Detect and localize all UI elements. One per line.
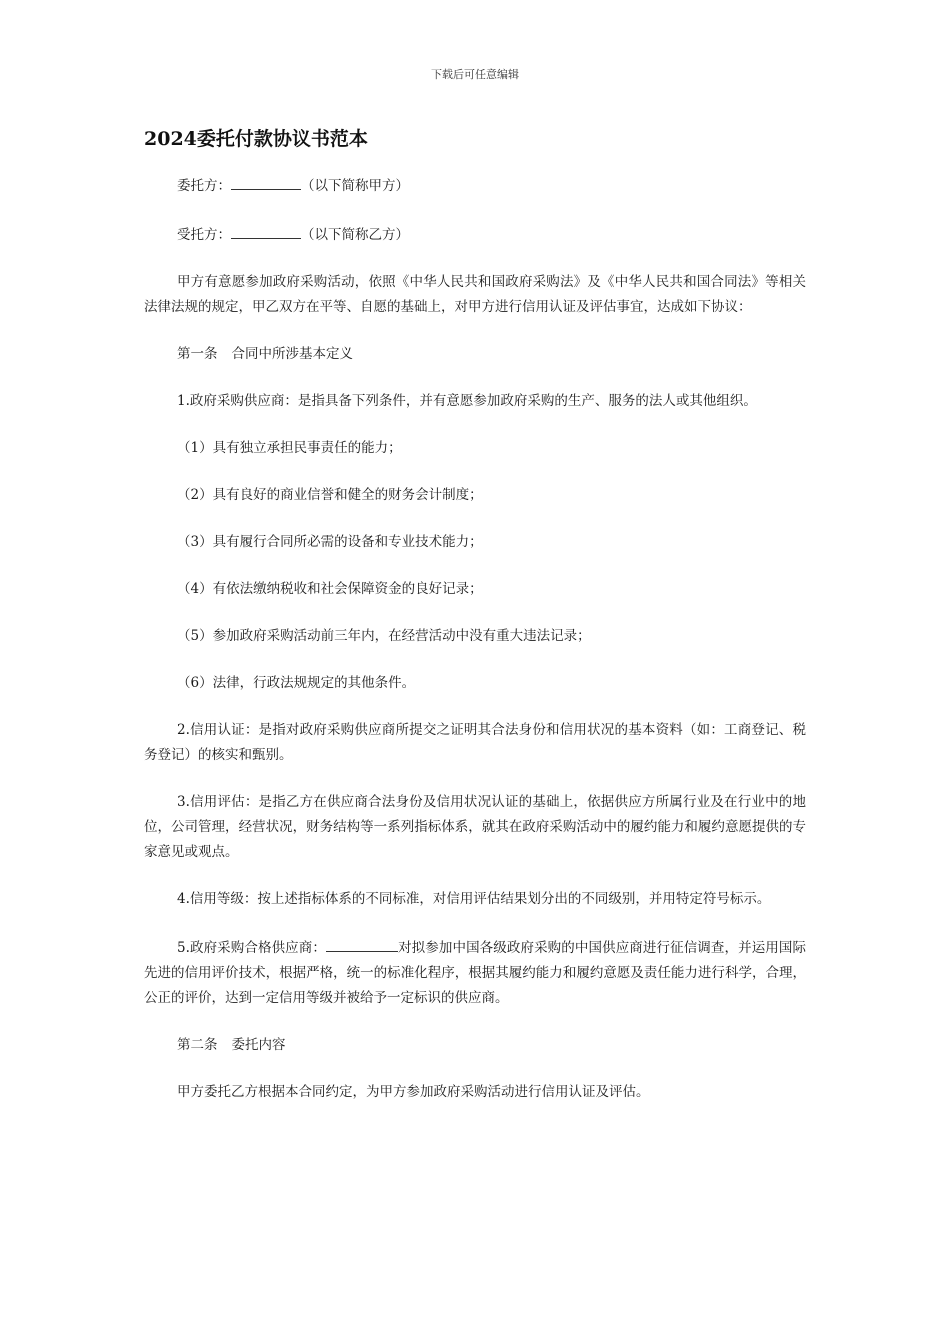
condition-item: （2）具有良好的商业信誉和健全的财务会计制度； bbox=[177, 487, 483, 503]
definition-1: 1.政府采购供应商：是指具备下列条件，并有意愿参加政府采购的生产、服务的法人或其他组织。 bbox=[177, 393, 757, 409]
principal-blank bbox=[231, 172, 301, 190]
definition-5 bbox=[144, 934, 806, 1011]
agent-blank bbox=[231, 221, 301, 239]
article2-title: 委托内容 bbox=[231, 1037, 286, 1053]
document-body bbox=[144, 172, 806, 1127]
header-note: 下载后可任意编辑 bbox=[431, 68, 519, 81]
condition-item: （5）参加政府采购活动前三年内，在经营活动中没有重大违法记录； bbox=[177, 628, 591, 644]
article2-heading bbox=[144, 1033, 806, 1058]
principal-suffix: （以下简称甲方） bbox=[301, 178, 409, 194]
article1-title: 合同中所涉基本定义 bbox=[231, 346, 353, 362]
condition-item: （4）有依法缴纳税收和社会保障资金的良好记录； bbox=[177, 581, 483, 597]
agent-line bbox=[144, 221, 806, 248]
condition-item: （6）法律，行政法规规定的其他条件。 bbox=[177, 675, 416, 691]
article1-heading bbox=[144, 342, 806, 367]
condition-item: （3）具有履行合同所必需的设备和专业技术能力； bbox=[177, 534, 483, 550]
intro-paragraph: 甲方有意愿参加政府采购活动，依照《中华人民共和国政府采购法》及《中华人民共和国合同法》等相关法律法规的规定，甲乙双方在平等、自愿的基础上，对甲方进行信用认证及评估事宜，达成如下协议： bbox=[144, 274, 806, 315]
article1-number: 第一条 bbox=[177, 346, 218, 362]
definition-3: 3.信用评估：是指乙方在供应商合法身份及信用状况认证的基础上，依据供应方所属行业及在行业中的地位，公司管理，经营状况，财务结构等一系列指标体系，就其在政府采购活动中的履约能力和履约意愿提供的专家意见或观点。 bbox=[144, 794, 806, 860]
definition-4: 4.信用等级：按上述指标体系的不同标准，对信用评估结果划分出的不同级别，并用特定符号标示。 bbox=[177, 891, 771, 907]
document-title: 2024委托付款协议书范本 bbox=[144, 128, 368, 150]
condition-item: （1）具有独立承担民事责任的能力； bbox=[177, 440, 402, 456]
definition-5-prefix: 5.政府采购合格供应商： bbox=[177, 940, 326, 956]
definition-5-rest: 对拟参加中国各级政府采购的中国供应商进行征信调查，并运用国际先进的信用评价技术，根据严格，统一的标准化程序，根据其履约能力和履约意愿及责任能力进行科学，合理，公正的评价，达到一定信用等级并被给予一定标识的供应商。 bbox=[144, 940, 806, 1006]
supplier-blank bbox=[326, 934, 398, 952]
agent-label: 受托方： bbox=[177, 227, 231, 243]
principal-line bbox=[144, 172, 806, 199]
principal-label: 委托方： bbox=[177, 178, 231, 194]
definition-2: 2.信用认证：是指对政府采购供应商所提交之证明其合法身份和信用状况的基本资料（如：工商登记、税务登记）的核实和甄别。 bbox=[144, 722, 806, 763]
article2-number: 第二条 bbox=[177, 1037, 218, 1053]
article2-content: 甲方委托乙方根据本合同约定，为甲方参加政府采购活动进行信用认证及评估。 bbox=[177, 1084, 650, 1100]
agent-suffix: （以下简称乙方） bbox=[301, 227, 409, 243]
